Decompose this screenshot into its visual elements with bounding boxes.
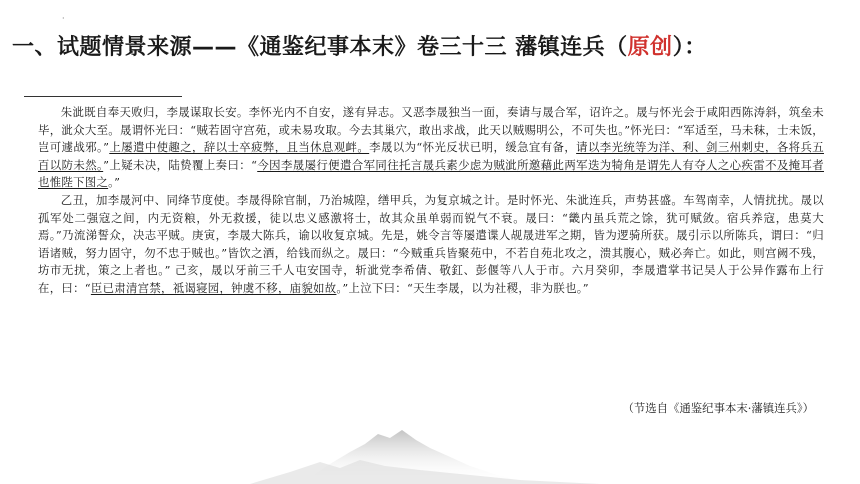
passage [38,104,824,298]
text-segment: 。”上泣下曰：“天生李晟，以为社稷，非为朕也。” [336,280,589,295]
page-title [12,30,852,61]
mountain-ink-decoration [0,404,860,484]
underlined-sentence: 上屡遣中使趣之，辞以士卒疲弊，且当休息观衅。 [109,140,370,155]
text-segment: 。” [108,175,121,190]
title-highlight: 原创 [627,35,673,60]
paragraph-1 [38,104,824,192]
paragraph-2 [38,192,824,298]
title-suffix: ）： [672,35,707,60]
text-segment: 朱泚既自奉天败归，李晟谋取长安。李怀光内不自安，遂有异志。又恶李晟独当一面，奏请与晟合军，诏许之。晟与怀光会于咸阳西陈涛斜，筑垒未毕，泚众大至。晟谓怀光曰：“贼若固守宫苑，或未易攻取。今去其巢穴，敢出求战，此天以贼赐明公，不可失也。”怀光曰：“军适至，马未秣，士未饭，岂可遽战邪。” [38,105,824,155]
underlined-sentence: 臣已肃清宫禁，祗谒寝园，钟虞不移，庙貌如故 [90,280,337,295]
text-segment: 乙丑，加李晟河中、同绛节度使。李晟得除官制，乃治城隍，缮甲兵，为复京城之计。是时怀光、朱泚连兵，声势甚盛。车驾南幸，人情扰扰。晟以孤军处二强寇之间，内无资粮，外无救援，徒以忠义感激将士，故其众虽单弱而锐气不衰。晟曰：“畿内虽兵荒之馀，犹可赋敛。宿兵养寇，患莫大焉。”乃流涕誓众，决志平贼。庚寅，李晟大陈兵，谕以收复京城。先是，姚令言等屡遣谍人觇晟进军之期，皆为逻骑所获。晟引示以所陈兵，谓曰：“归语诸贼，努力固守，勿不忠于贼也。”皆饮之酒，给钱而纵之。晟曰：“今贼重兵皆聚苑中，不若自苑北攻之，溃其腹心，贼必奔亡。如此，则宫阙不残，坊市无扰，策之上者也。” 己亥，晟以牙前三千人屯安国寺，斩泚党李希倩、敬釭、彭偃等八人于市。六月癸卯，李晟遣掌书记吴人于公异作露布上行在，曰：“ [38,192,824,295]
title-prefix: 一、试题情景来源——《通鉴纪事本末》卷三十三 藩镇连兵（ [12,35,628,60]
divider [24,96,182,97]
source-citation: （节选自《通鉴纪事本末·藩镇连兵》） [622,401,814,415]
text-segment: ”上疑未决，陆贽覆上奏曰：“ [103,157,258,172]
underlined-sentence: 今因李晟屡行便遣合军同往托言晟兵素少虑为贼泚所邀藉此两军迭为犄角是谓先人有夺人之心疾雷不及掩耳者也惟陛下图之 [38,157,824,190]
underlined-sentence: 请以李光统等为洋、利、剑三州刺史，各将兵五百以防未然。 [38,140,824,172]
text-segment: 李晟以为“怀光反状已明，缓急宜有备， [369,140,577,155]
decorative-dot: · [62,14,65,23]
